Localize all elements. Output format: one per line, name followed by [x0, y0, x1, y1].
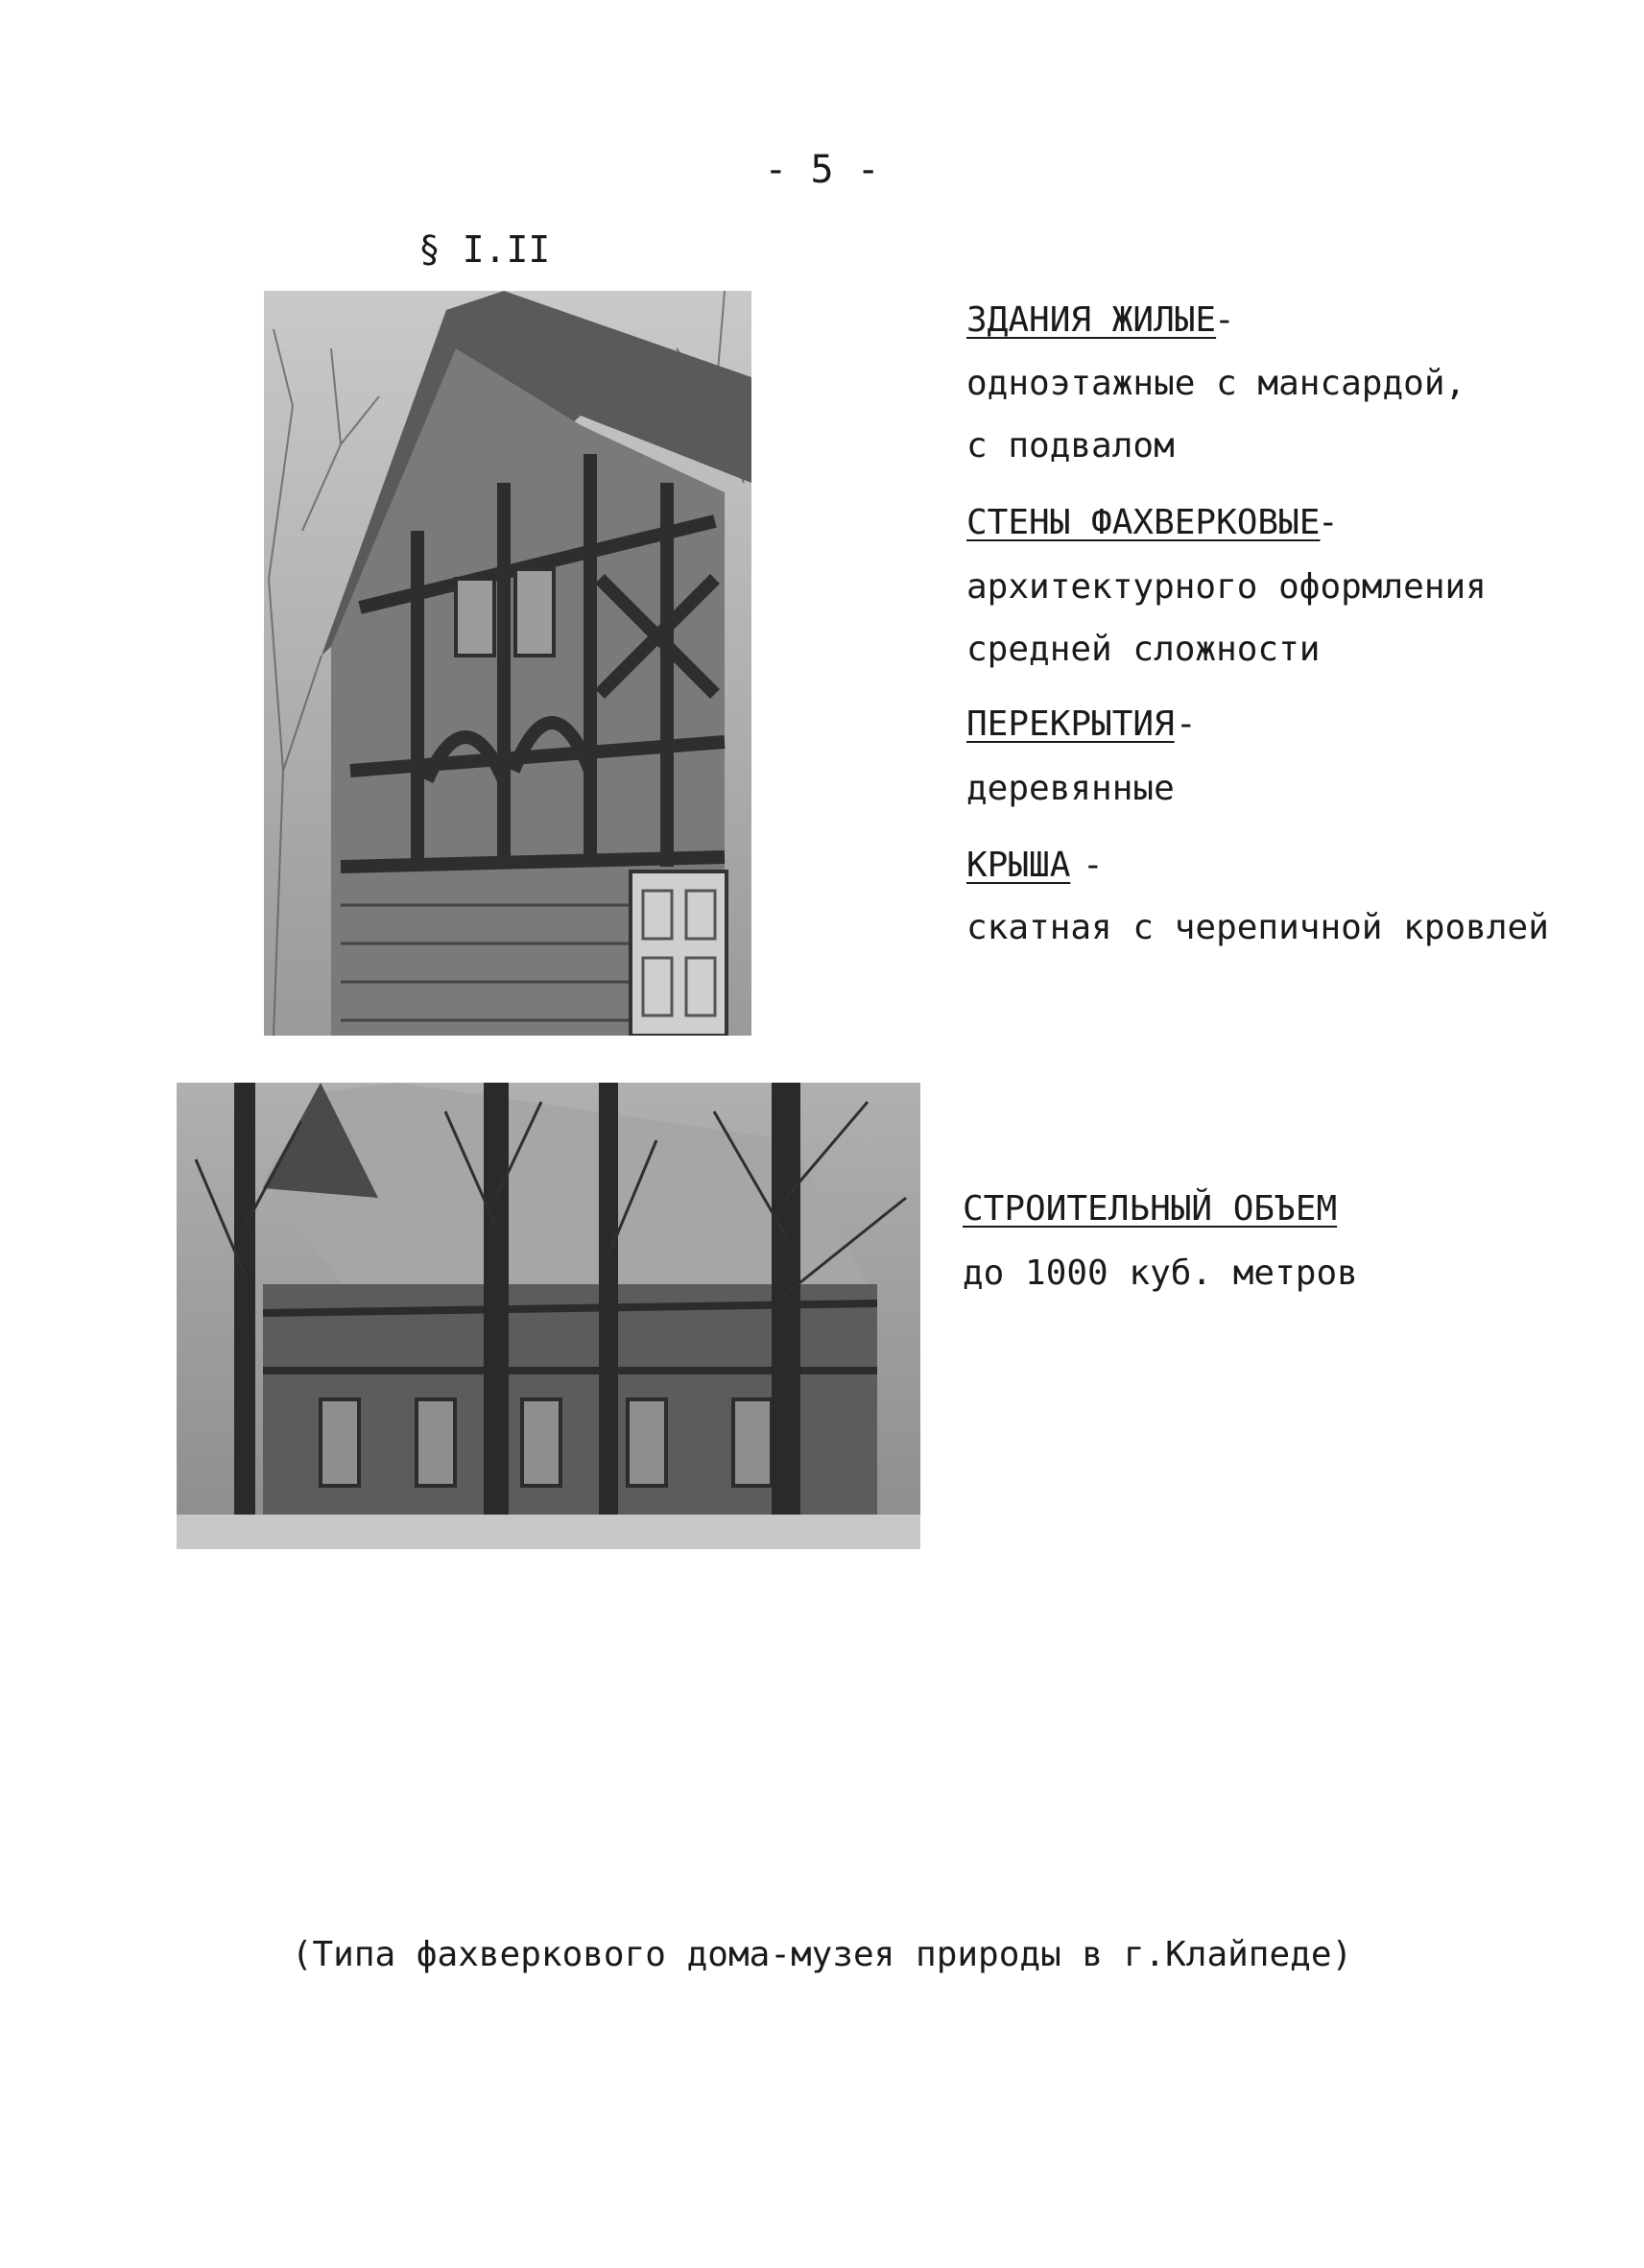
spec-line: деревянные [966, 769, 1175, 808]
volume-value: до 1000 куб. метров [963, 1253, 1358, 1293]
house-trees-photo [177, 1083, 920, 1549]
spec-heading-roof: КРЫША [966, 846, 1071, 885]
spec-heading-floors: ПЕРЕКРЫТИЯ [966, 704, 1175, 744]
spec-line: средней сложности [966, 630, 1321, 669]
spec-line: архитектурного оформления [966, 567, 1487, 607]
spec-dash: - [1176, 704, 1197, 744]
spec-line: с подвалом [966, 426, 1175, 466]
page-number: - 5 - [764, 148, 880, 192]
spec-heading-walls: СТЕНЫ ФАХВЕРКОВЫЕ [966, 503, 1321, 542]
spec-dash: - [1318, 503, 1339, 542]
section-number: § I.II [418, 228, 551, 271]
house-gable-photo [264, 291, 751, 1036]
spec-dash: - [1083, 846, 1104, 885]
spec-line: одноэтажные с мансардой, [966, 364, 1466, 403]
spec-heading-buildings: ЗДАНИЯ ЖИЛЫЕ [966, 300, 1217, 340]
photo-caption: (Типа фахверкового дома-музея природы в г.Клайпеде) [291, 1935, 1353, 1974]
spec-dash: - [1214, 300, 1235, 340]
spec-line: скатная с черепичной кровлей [966, 908, 1549, 947]
volume-heading: СТРОИТЕЛЬНЫЙ ОБЪЕМ [963, 1189, 1338, 1229]
